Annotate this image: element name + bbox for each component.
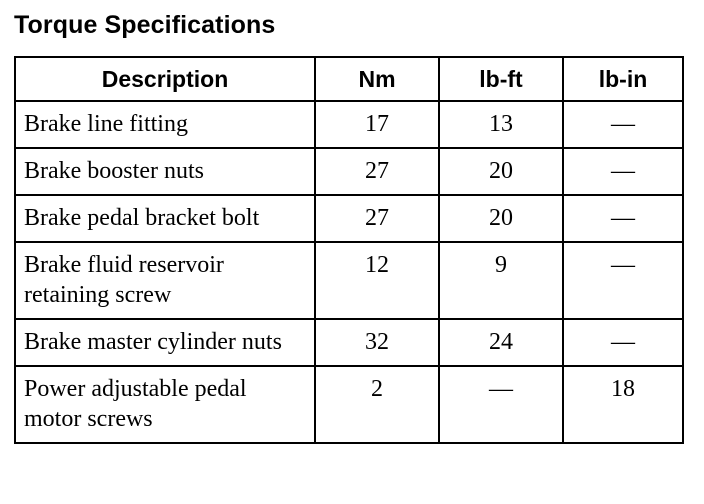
cell-lb-ft: 20 bbox=[439, 195, 563, 242]
cell-description: Brake line fitting bbox=[15, 101, 315, 148]
cell-description: Brake master cylinder nuts bbox=[15, 319, 315, 366]
cell-lb-ft: 9 bbox=[439, 242, 563, 319]
cell-lb-in: — bbox=[563, 319, 683, 366]
cell-nm: 27 bbox=[315, 195, 439, 242]
table-row bbox=[15, 319, 683, 366]
cell-lb-in: 18 bbox=[563, 366, 683, 443]
cell-lb-ft: — bbox=[439, 366, 563, 443]
cell-lb-in: — bbox=[563, 242, 683, 319]
cell-description: Brake pedal bracket bolt bbox=[15, 195, 315, 242]
cell-description: Power adjustable pedal motor screws bbox=[15, 366, 315, 443]
table-row bbox=[15, 242, 683, 319]
table-row bbox=[15, 366, 683, 443]
cell-lb-ft: 13 bbox=[439, 101, 563, 148]
cell-nm: 27 bbox=[315, 148, 439, 195]
cell-description: Brake booster nuts bbox=[15, 148, 315, 195]
table-row bbox=[15, 101, 683, 148]
table-header-row bbox=[15, 57, 683, 101]
cell-lb-ft: 20 bbox=[439, 148, 563, 195]
cell-lb-in: — bbox=[563, 195, 683, 242]
cell-lb-in: — bbox=[563, 148, 683, 195]
header-description: Description bbox=[15, 57, 315, 101]
table-row bbox=[15, 195, 683, 242]
cell-nm: 17 bbox=[315, 101, 439, 148]
cell-nm: 12 bbox=[315, 242, 439, 319]
page-title: Torque Specifications bbox=[14, 11, 276, 39]
cell-description: Brake fluid reservoir retaining screw bbox=[15, 242, 315, 319]
header-lb-in: lb-in bbox=[563, 57, 683, 101]
cell-lb-in: — bbox=[563, 101, 683, 148]
table-row bbox=[15, 148, 683, 195]
header-lb-ft: lb-ft bbox=[439, 57, 563, 101]
header-nm: Nm bbox=[315, 57, 439, 101]
cell-nm: 32 bbox=[315, 319, 439, 366]
cell-nm: 2 bbox=[315, 366, 439, 443]
torque-specifications-table bbox=[14, 56, 684, 444]
cell-lb-ft: 24 bbox=[439, 319, 563, 366]
